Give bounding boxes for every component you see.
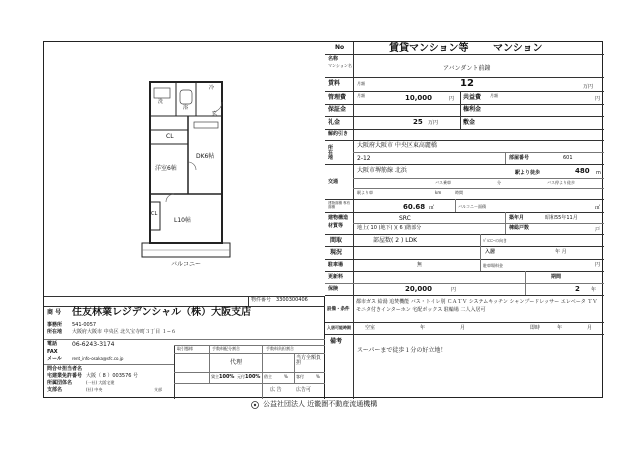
management-prefix: 月額 xyxy=(357,93,365,98)
households-label: 棟総戸数 xyxy=(509,225,530,231)
broker-location-label: 所在地 xyxy=(47,329,63,335)
available-month-label: 月 xyxy=(460,325,466,331)
available-year-label: 年 xyxy=(420,325,426,331)
deposit-label: 保証金 xyxy=(328,106,347,113)
broker-association: (一社) 大阪宅建 xyxy=(86,380,115,385)
km-label: km xyxy=(435,190,442,195)
move-in-label: 入居 xyxy=(485,249,496,255)
property-number-label: 物件番号 xyxy=(251,297,272,303)
fee-client-label: 客付 xyxy=(296,374,304,379)
fee-lessor-label: 貸主 xyxy=(211,374,219,379)
fee-header-burden: 手数料負担割合 xyxy=(266,346,294,351)
broker-branch: (社) 中央 xyxy=(86,387,103,392)
walk-unit: m xyxy=(596,170,601,176)
available-label: 入居可能時期 xyxy=(327,325,351,330)
immediate-year-label: 年 xyxy=(557,325,563,331)
term-value: 2 xyxy=(575,285,580,293)
fee-origin-value: 100% xyxy=(245,374,261,380)
broker-association-label: 所属団体名 xyxy=(47,380,73,386)
header-title: 賃貸マンション等 xyxy=(389,43,469,54)
plan-balcony-label: バルコニー xyxy=(171,261,202,268)
fee-tenant-value: % xyxy=(284,374,288,379)
walk-label: 駅より徒歩 xyxy=(515,170,541,176)
property-sheet xyxy=(43,41,603,398)
immediate-month-label: 月 xyxy=(587,325,593,331)
structure-label: 建物構造 xyxy=(328,215,349,221)
built-value: 昭和55年11月 xyxy=(545,215,578,221)
area-value: 60.68 xyxy=(403,203,426,211)
facilities-value: 都市ガス 給湯 追焚機能 バス・トイレ別 ＣＡＴＶ システムキッチン シャンプードレッサー エレベータ ＴＶモニタ付きインターホン 宅配ボックス 駐輪場 二人入居可 xyxy=(356,299,598,313)
layout-value: 部屋数( 2 ) LDK xyxy=(373,237,418,244)
broker-license-label: 宅建業免許番号 xyxy=(47,373,83,379)
key-money-label: 権利金 xyxy=(463,106,482,113)
broker-company: 住友林業レジデンシャル（株）大阪支店 xyxy=(72,307,252,318)
management-label: 管理費 xyxy=(328,94,347,101)
remarks-label: 備考 xyxy=(330,338,343,345)
floor-plan xyxy=(44,42,325,296)
management-unit: 円 xyxy=(449,96,455,102)
broker-trade-label: 商 号 xyxy=(47,309,62,316)
location-value-2: 2-12 xyxy=(357,155,371,162)
ad-label: 広 告 xyxy=(270,387,282,393)
detail-table xyxy=(325,42,604,399)
broker-contact-label: 問合せ担当者名 xyxy=(47,366,83,372)
current-label: 現況 xyxy=(330,249,343,256)
broker-branch-suffix: 支部 xyxy=(154,387,162,392)
footer xyxy=(0,400,640,420)
plan-room-cl-lower: CL xyxy=(151,211,158,217)
plan-room-western: 洋室6帖 xyxy=(155,165,177,172)
property-number-value: 3300300406 xyxy=(276,297,308,303)
broker-phone-label: 電話 xyxy=(47,341,58,347)
facilities-label: 設備・条件 xyxy=(327,307,350,312)
broker-mail[interactable]: rent_info-osaka@sfc.co.jp xyxy=(72,356,124,361)
vacancy-value: 空室 xyxy=(365,325,376,331)
parking-label: 駐車場 xyxy=(328,262,344,268)
bus-stop-label: バス停より徒歩 xyxy=(547,180,575,185)
built-label: 築年月 xyxy=(509,215,525,221)
material-label: 材質等 xyxy=(328,223,344,229)
area-unit: ㎡ xyxy=(429,205,435,211)
reikin-unit: 万円 xyxy=(428,120,439,126)
broker-postal: 541-0057 xyxy=(72,322,97,328)
plan-room-living: L10帖 xyxy=(174,217,191,224)
fee-tenant-label: 借主 xyxy=(264,374,272,379)
location-label: 所在地 xyxy=(328,145,334,161)
room-number-label: 部屋番号 xyxy=(509,155,530,161)
bus-unit: 分 xyxy=(497,180,501,185)
time-label: 時間 xyxy=(455,190,463,195)
broker-address: 大阪府大阪市 中央区 北久宝寺町３丁目 １−６ xyxy=(72,329,176,335)
fee-header-mode: 取引態様 xyxy=(177,346,193,351)
walk-value: 480 xyxy=(575,167,590,175)
term-label: 期間 xyxy=(551,274,562,280)
insurance-value: 20,000 xyxy=(405,285,433,293)
parking-value: 無 xyxy=(417,262,423,268)
fee-client-value: % xyxy=(316,374,320,379)
immediate-label: 即時 xyxy=(530,325,541,331)
fee-header-distribution: 手数料配分割合 xyxy=(212,346,240,351)
layout-label: 間取 xyxy=(330,237,343,244)
fee-note: 当方全額負担 xyxy=(296,355,322,366)
property-name: アバンダント前鐘 xyxy=(443,65,491,72)
insurance-label: 保険 xyxy=(328,286,339,292)
broker-license: 大阪（ 8 ）003576 号 xyxy=(86,373,139,379)
name-kana-label: マンション名 xyxy=(328,63,352,68)
move-in-month: 年 月 xyxy=(555,249,567,255)
plan-mark-fridge: 冷 xyxy=(209,85,215,91)
organization-logo-icon xyxy=(250,401,260,409)
broker-fax-label: FAX xyxy=(47,349,58,355)
common-fee-prefix: 月額 xyxy=(490,93,498,98)
amortization-label: 解約引き xyxy=(328,131,349,137)
remarks-value: スーパーまで徒歩１分の好立地！ xyxy=(357,347,447,354)
balcony-direction-label: ﾊﾞﾙｺﾆｰの向き xyxy=(483,238,507,243)
common-fee-label: 共益費 xyxy=(463,94,482,101)
broker-phone: 06-6243-3174 xyxy=(72,341,115,348)
common-fee-unit: 円 xyxy=(595,96,601,102)
broker-mail-label: メール xyxy=(47,356,62,362)
footer-organization: 公益社団法人 近畿圏不動産流通機構 xyxy=(263,400,378,408)
name-label: 名称 xyxy=(328,56,339,62)
plan-mark-bath: 浴 xyxy=(183,105,189,111)
period-label: 更新料 xyxy=(328,274,344,280)
rent-value: 12 xyxy=(460,78,474,89)
traffic-label: 交通 xyxy=(328,179,339,185)
balcony-area-label: バルコニー面積 xyxy=(458,204,486,209)
number-label: No xyxy=(335,44,345,51)
header-type: マンション xyxy=(493,43,543,54)
plan-mark-entrance: 玄 xyxy=(212,111,218,117)
balcony-area-unit: ㎡ xyxy=(595,205,601,211)
plan-mark-washer: 洗 xyxy=(158,99,164,105)
area-label: 建物面積 専有面積 xyxy=(328,201,351,209)
structure-value: SRC xyxy=(399,215,411,222)
plan-room-cl-upper: CL xyxy=(166,133,174,140)
broker-branch-label: 支部名 xyxy=(47,387,63,393)
ad-value: 広告可 xyxy=(296,387,312,393)
reikin-value: 25 xyxy=(413,118,423,126)
parking-fee-label: 駐車場料金 xyxy=(483,263,503,268)
location-value: 大阪府大阪市 中央区東高麗橋 xyxy=(357,142,437,149)
term-unit: 年 xyxy=(591,287,597,293)
bus-label: バス乗車 xyxy=(435,180,451,185)
broker-office-label: 事務所 xyxy=(47,322,63,328)
room-number-value: 601 xyxy=(563,155,573,161)
households-unit: 戸 xyxy=(595,227,601,233)
shikikin-label: 敷金 xyxy=(463,119,476,126)
rent-unit: 万円 xyxy=(583,84,594,90)
floors-value: 地上( 10 )地下( )( 6 )階部分 xyxy=(357,225,422,231)
plan-room-dk: DK6帖 xyxy=(196,153,215,160)
fee-role: 代理 xyxy=(230,359,243,366)
parking-fee-unit: 円 xyxy=(595,262,601,268)
rent-label: 賃料 xyxy=(328,80,341,87)
station-car-label: 駅より車 xyxy=(357,190,373,195)
rent-prefix: 月額 xyxy=(357,81,365,86)
left-panel xyxy=(44,42,325,399)
fee-origin-label: 元付 xyxy=(237,374,245,379)
management-value: 10,000 xyxy=(405,94,433,102)
insurance-unit: 円 xyxy=(451,287,457,293)
traffic-line: 大阪市堺筋線 北浜 xyxy=(357,167,407,174)
fee-lessor-value: 100% xyxy=(219,374,235,380)
reikin-label: 礼金 xyxy=(328,119,341,126)
